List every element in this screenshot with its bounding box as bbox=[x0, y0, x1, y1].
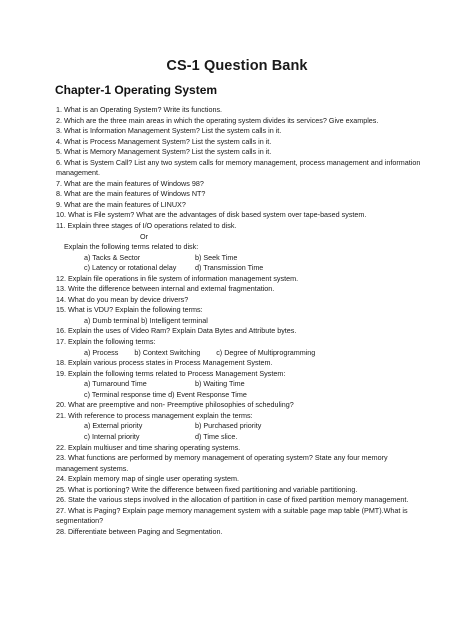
sub-option: d) Time slice. bbox=[195, 431, 238, 441]
question-line: 25. What is portioning? Write the difference between fixed partitioning and variable partitioning. bbox=[56, 484, 358, 494]
question-line: management. bbox=[56, 168, 100, 178]
question-line: 20. What are preemptive and non- Preemptive philosophies of scheduling? bbox=[56, 400, 294, 410]
question-line: 7. What are the main features of Windows 98? bbox=[56, 178, 204, 188]
question-line: 1. What is an Operating System? Write its functions. bbox=[56, 105, 223, 114]
question-line: 2. Which are the three main areas in which the operating system divides its services? Give examples. bbox=[56, 115, 379, 125]
question-line: 28. Differentiate between Paging and Segmentation. bbox=[56, 526, 223, 536]
question-line: 16. Explain the uses of Video Ram? Explain Data Bytes and Attribute bytes. bbox=[56, 326, 297, 336]
question-line: management systems. bbox=[56, 463, 129, 473]
sub-option: b) Purchased priority bbox=[195, 421, 262, 431]
sub-options-row: a) Dumb terminal b) Intelligent terminal bbox=[84, 315, 208, 325]
question-line: 14. What do you mean by device drivers? bbox=[56, 294, 189, 304]
sub-options-row bbox=[56, 253, 426, 264]
question-line: 17. Explain the following terms: bbox=[56, 337, 156, 347]
question-line: 22. Explain multiuser and time sharing operating systems. bbox=[56, 442, 241, 452]
sub-option: a) External priority bbox=[84, 421, 143, 431]
question-line: 24. Explain memory map of single user operating system. bbox=[56, 474, 239, 484]
sub-option: b) Seek Time bbox=[195, 252, 238, 262]
question-line: 5. What is Memory Management System? List the system calls in it. bbox=[56, 147, 272, 157]
chapter-heading: Chapter-1 Operating System bbox=[55, 83, 218, 97]
question-line: 26. State the various steps involved in the allocation of partition in case of fixed partition memory management. bbox=[56, 495, 409, 505]
question-line: 3. What is Information Management System? List the system calls in it. bbox=[56, 126, 282, 136]
question-line: 23. What functions are performed by memory management of operating system? State any four memory bbox=[56, 453, 388, 463]
or-separator: Or bbox=[140, 231, 148, 241]
sub-option: d) Transmission Time bbox=[195, 263, 264, 273]
sub-options-row bbox=[56, 263, 426, 274]
sub-option: a) Turnaround Time bbox=[84, 379, 147, 389]
document-title: CS-1 Question Bank bbox=[166, 58, 308, 74]
question-line: 8. What are the main features of Windows NT? bbox=[56, 189, 206, 199]
sub-option: b) Waiting Time bbox=[195, 379, 245, 389]
question-line: 27. What is Paging? Explain page memory management system with a suitable page map table (PMT).What is bbox=[56, 505, 408, 515]
question-line: Explain the following terms related to disk: bbox=[64, 242, 199, 252]
question-line: 10. What is File system? What are the advantages of disk based system over tape-based system. bbox=[56, 210, 367, 220]
sub-options-row bbox=[56, 379, 426, 390]
sub-options-row: c) Terminal response time d) Event Response Time bbox=[84, 389, 247, 399]
question-line: 11. Explain three stages of I/O operations related to disk. bbox=[56, 221, 237, 231]
sub-options-row: a) Process b) Context Switching c) Degree of Multiprogramming bbox=[84, 347, 316, 357]
sub-option: a) Tacks & Sector bbox=[84, 252, 141, 262]
question-line: 13. Write the difference between internal and external fragmentation. bbox=[56, 284, 275, 294]
question-line: segmentation? bbox=[56, 516, 104, 526]
question-line: 21. With reference to process management explain the terms: bbox=[56, 410, 253, 420]
question-line: 4. What is Process Management System? List the system calls in it. bbox=[56, 136, 272, 146]
sub-option: c) Internal priority bbox=[84, 431, 140, 441]
sub-options-row bbox=[56, 432, 426, 443]
sub-option: c) Latency or rotational delay bbox=[84, 263, 177, 273]
question-line: 6. What is System Call? List any two system calls for memory management, process management and information bbox=[56, 157, 421, 167]
question-line: 18. Explain various process states in Process Management System. bbox=[56, 358, 273, 368]
question-list bbox=[56, 105, 426, 537]
question-line: 19. Explain the following terms related to Process Management System: bbox=[56, 368, 286, 378]
sub-options-row bbox=[56, 421, 426, 432]
question-line: 15. What is VDU? Explain the following terms: bbox=[56, 305, 203, 315]
question-line: 9. What are the main features of LINUX? bbox=[56, 199, 186, 209]
question-line: 12. Explain file operations in file system of information management system. bbox=[56, 273, 299, 283]
